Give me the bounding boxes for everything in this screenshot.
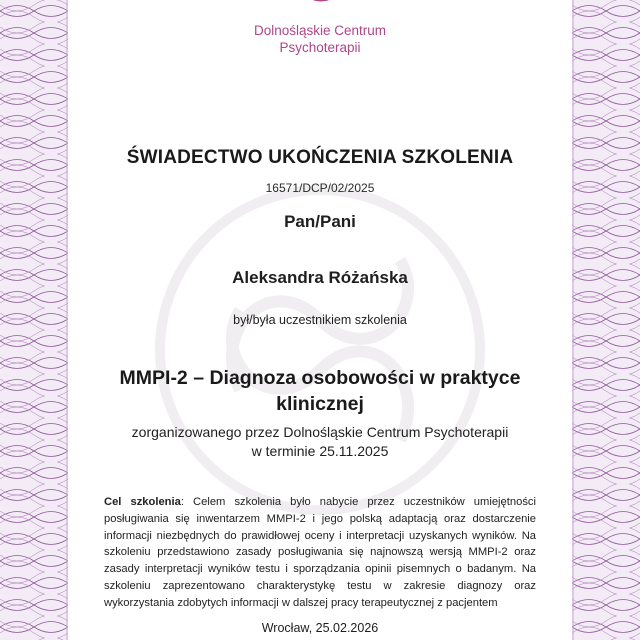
course-title-line1: MMPI-2 – Diagnoza osobowości w praktyce xyxy=(119,367,521,389)
participant-role: był/była uczestnikiem szkolenia xyxy=(233,313,407,327)
goal-label: Cel szkolenia xyxy=(104,496,181,508)
certificate-number: 16571/DCP/02/2025 xyxy=(265,181,375,195)
decorative-border-right xyxy=(572,0,640,640)
org-name-line1: Dolnośląskie Centrum xyxy=(253,23,387,38)
certificate-title: ŚWIADECTWO UKOŃCZENIA SZKOLENIA xyxy=(126,147,514,168)
organizer-line: zorganizowanego przez Dolnośląskie Centrum Psychoterapii xyxy=(131,424,509,440)
course-title xyxy=(80,365,560,417)
decorative-border-left xyxy=(0,0,68,640)
goal-text: : Celem szkolenia było nabycie przez uczestników umiejętności posługiwania się inwentarzem MMPI-2 i jego polską adaptacją oraz dostarczenie informacji niezbędnych do prawidłowej oceny i interpretacji uzyskanych wyników. Na szkoleniu przedstawiono zasady posługiwania się najnowszą wersją MMPI-2 oraz zasady interpretacji wyników testu i sporządzania opinii pisemnych o badanym. Na szkoleniu zaprezentowano charakterystykę testu w zakresie diagnozy oraz wykorzystania zdobytych informacji w dalszej pracy terapeutycznej z pacjentem xyxy=(104,496,536,609)
org-name-line2: Psychoterapii xyxy=(279,40,361,55)
participant-name: Aleksandra Różańska xyxy=(232,268,408,287)
place-and-date: Wrocław, 25.02.2026 xyxy=(261,621,379,635)
salutation: Pan/Pani xyxy=(284,212,356,231)
logo-mark-icon xyxy=(295,0,347,10)
training-goal xyxy=(104,494,536,612)
training-date: w terminie 25.11.2025 xyxy=(251,443,389,459)
organizer-info xyxy=(80,423,560,461)
course-title-line2: klinicznej xyxy=(276,393,364,415)
